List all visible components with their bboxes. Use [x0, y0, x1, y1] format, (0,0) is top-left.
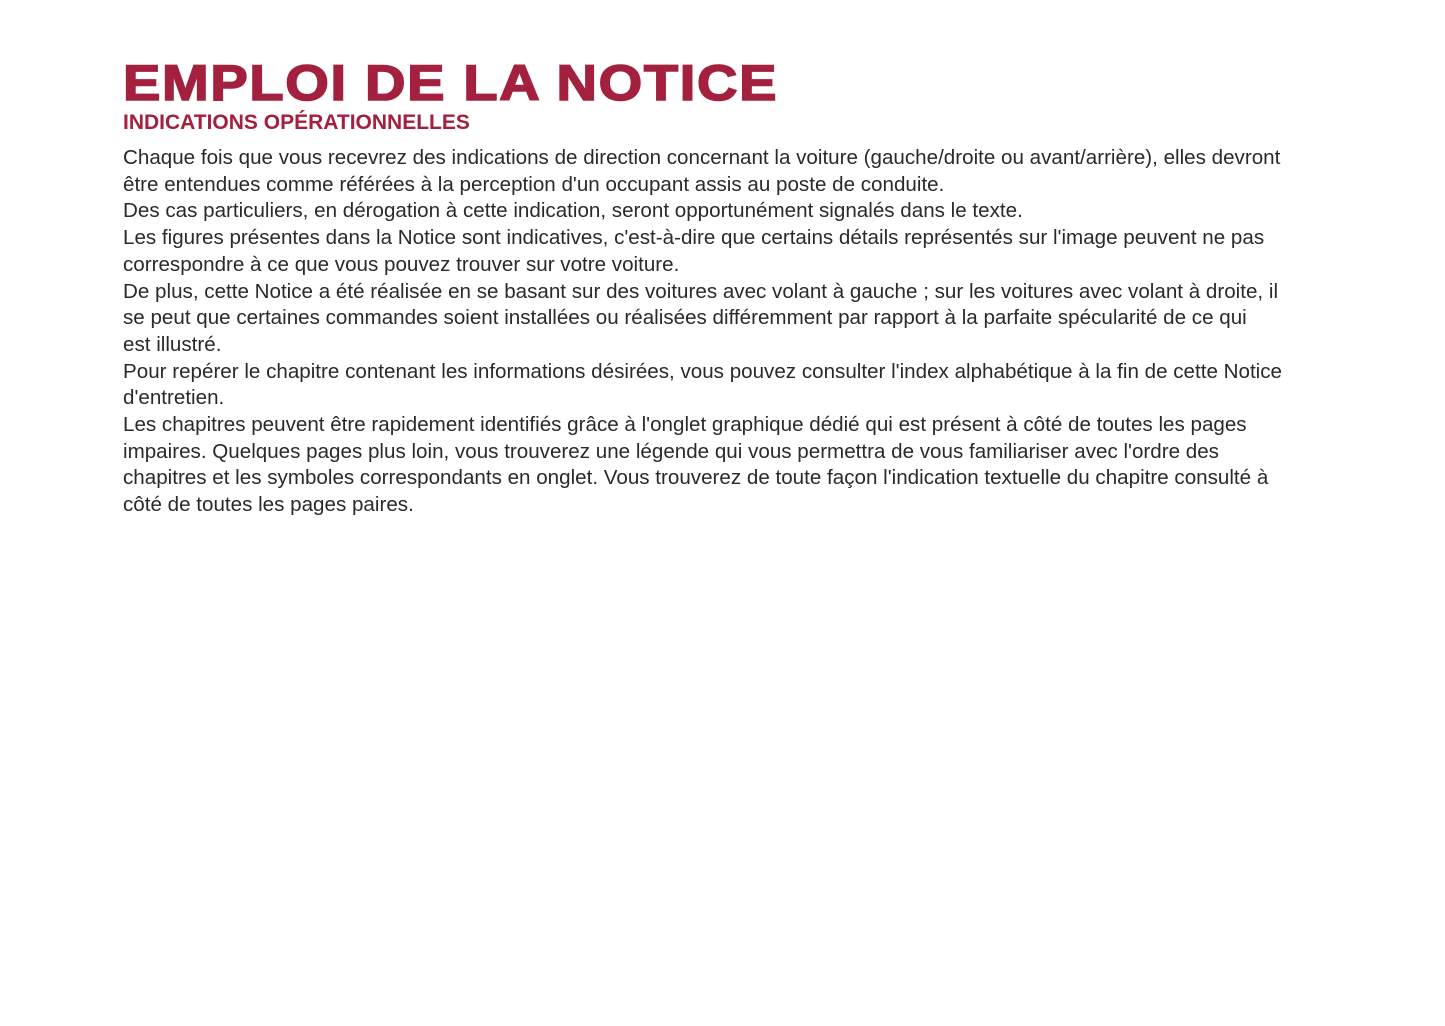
page-title: EMPLOI DE LA NOTICE: [123, 55, 779, 111]
body-line: Chaque fois que vous recevrez des indications de direction concernant la voiture (gauche/droite ou avant/arrière), elles devront: [123, 146, 1281, 169]
body-line: Les figures présentes dans la Notice sont indicatives, c'est-à-dire que certains détails représentés sur l'image peuvent ne pas: [123, 226, 1265, 250]
body-line: Des cas particuliers, en dérogation à cette indication, seront opportunément signalés dans le texte.: [123, 199, 1023, 223]
body-line: De plus, cette Notice a été réalisée en se basant sur des voitures avec volant à gauche ; sur les voitures avec volant à droite, il: [123, 279, 1279, 303]
body-line: correspondre à ce que vous pouvez trouver sur votre voiture.: [123, 252, 680, 276]
page-content: [123, 56, 1323, 519]
section-subtitle: INDICATIONS OPÉRATIONNELLES: [123, 111, 470, 134]
body-line: côté de toutes les pages paires.: [123, 493, 414, 517]
body-line: est illustré.: [123, 332, 222, 356]
body-line: Pour repérer le chapitre contenant les informations désirées, vous pouvez consulter l'index alphabétique à la fin de cette Notice: [123, 359, 1283, 383]
body-line: être entendues comme référées à la perception d'un occupant assis au poste de conduite.: [123, 172, 945, 196]
body-line: impaires. Quelques pages plus loin, vous trouverez une légende qui vous permettra de vous familiariser avec l'ordre des: [123, 439, 1219, 463]
body-line: d'entretien.: [123, 386, 225, 410]
body-line: Les chapitres peuvent être rapidement identifiés grâce à l'onglet graphique dédié qui est présent à côté de toutes les pages: [123, 413, 1247, 437]
body-text: [123, 145, 1323, 519]
body-line: se peut que certaines commandes soient installées ou réalisées différemment par rapport à la parfaite spécularité de ce qui: [123, 306, 1247, 330]
body-line: chapitres et les symboles correspondants en onglet. Vous trouverez de toute façon l'indication textuelle du chapitre consulté à: [123, 466, 1269, 490]
